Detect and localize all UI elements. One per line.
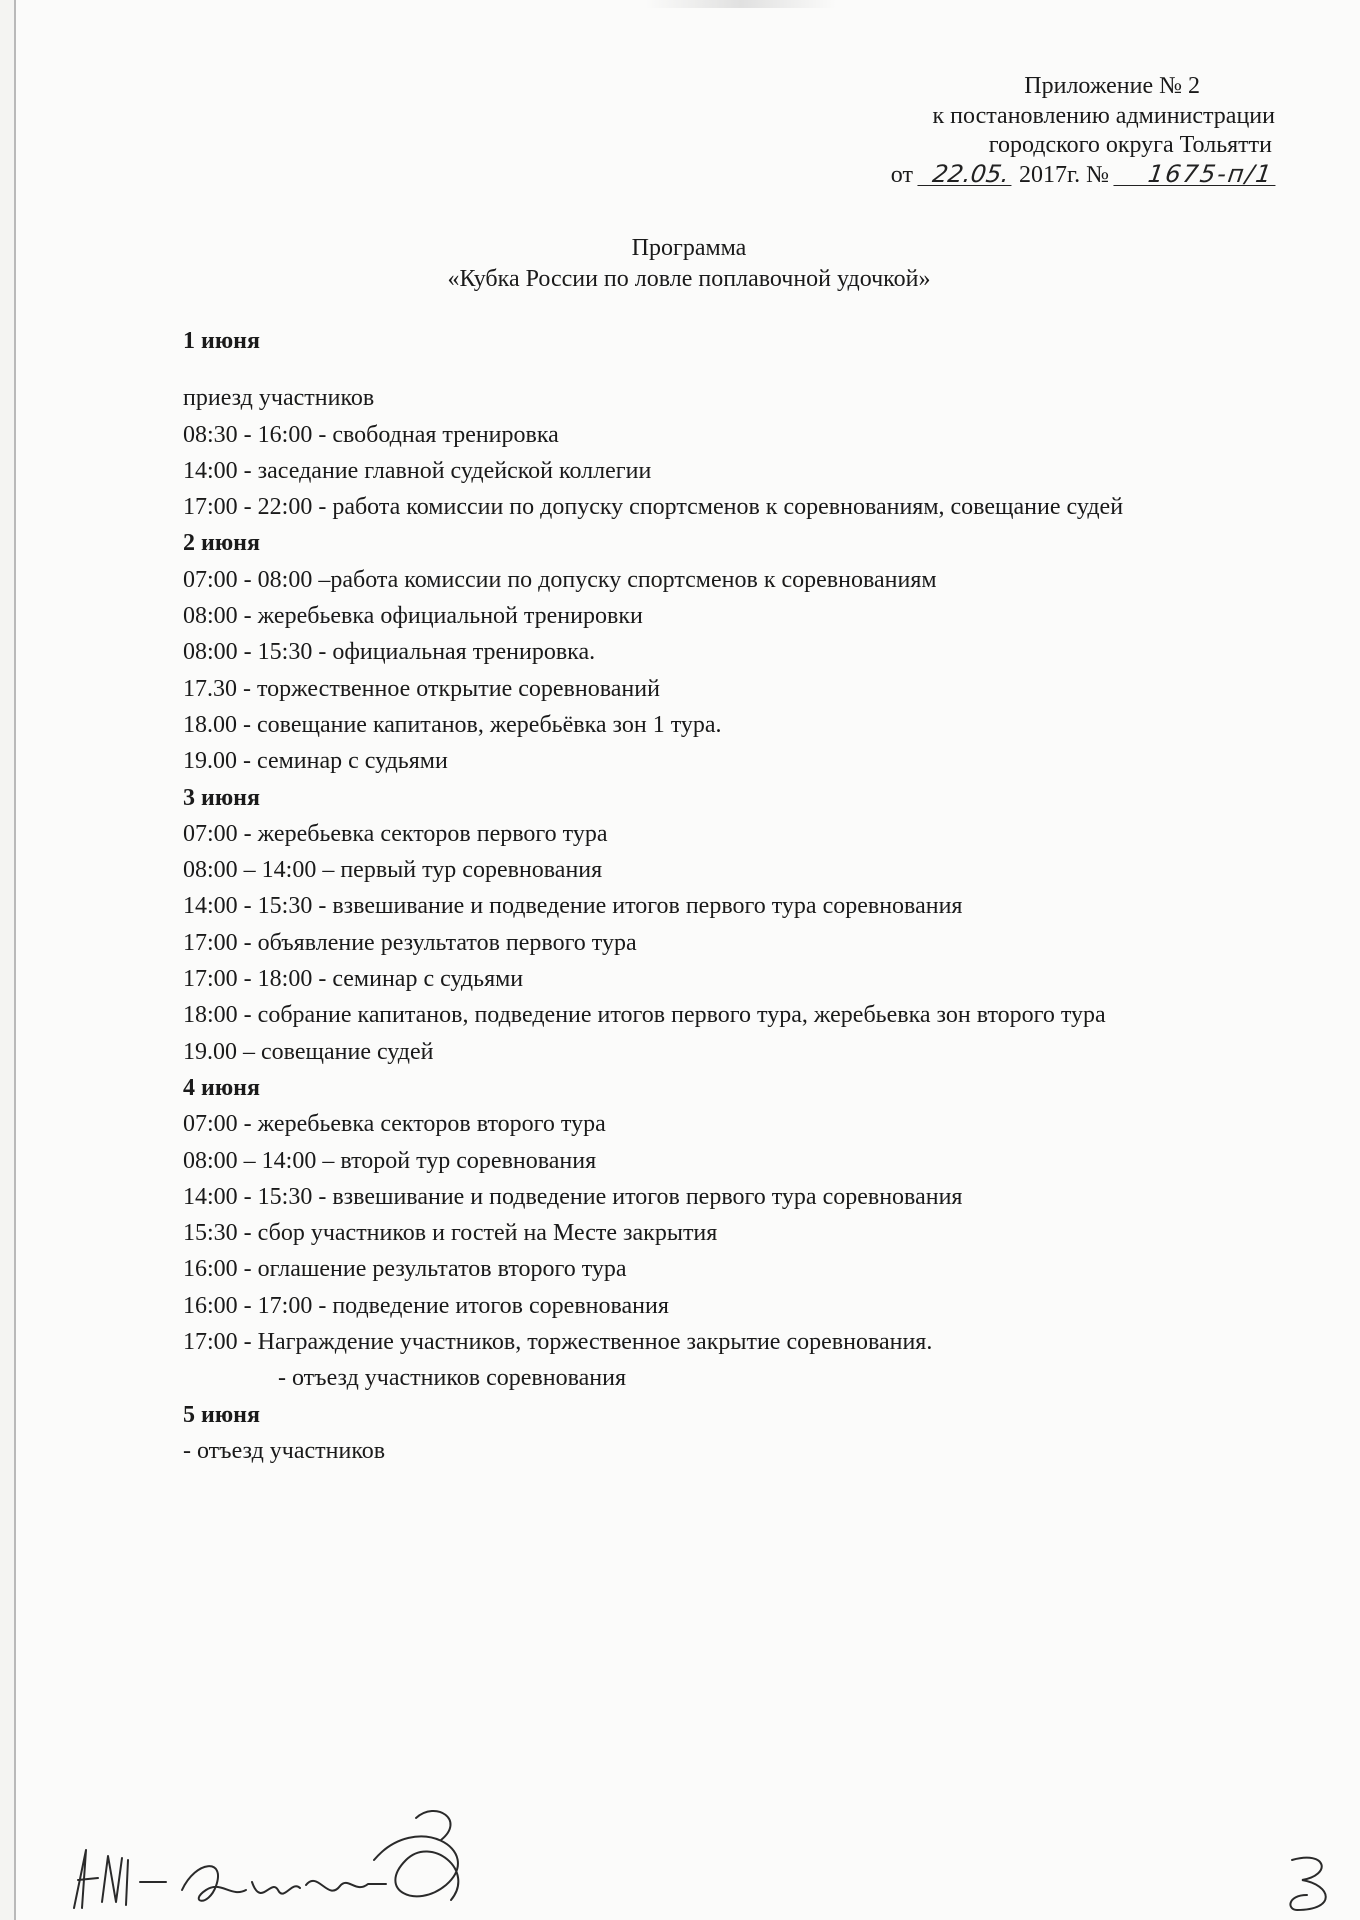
schedule-item: 17.30 - торжественное открытие соревнований — [183, 675, 660, 702]
document-page — [14, 0, 1360, 1920]
resolution-reference: к постановлению администрации — [932, 102, 1275, 129]
title-line-2: «Кубка России по ловле поплавочной удочкой» — [447, 266, 931, 292]
handwritten-date: 22.05. — [917, 163, 1014, 186]
schedule-item: 08:00 - жеребьевка официальной тренировки — [183, 603, 643, 630]
schedule-item: 17:00 - объявление результатов первого тура — [183, 929, 637, 956]
schedule-item: 08:00 – 14:00 – второй тур соревнования — [183, 1147, 597, 1174]
handwritten-signature — [56, 1790, 476, 1920]
resolution-date-line — [717, 161, 1277, 191]
appendix-header — [717, 72, 1277, 190]
day-heading: 3 июня — [183, 784, 260, 811]
schedule-item: 17:00 - 18:00 - семинар с судьями — [183, 966, 524, 993]
year-text: 2017г. № — [1018, 161, 1109, 188]
schedule-item: приезд участников — [183, 385, 375, 412]
appendix-number: Приложение № 2 — [1024, 73, 1200, 99]
schedule-item: 17:00 - Награждение участников, торжественное закрытие соревнования. — [183, 1329, 933, 1356]
schedule-item: 14:00 - 15:30 - взвешивание и подведение итогов первого тура соревнования — [183, 1183, 963, 1210]
scan-smudge — [646, 0, 836, 8]
schedule-item-indented: - отъезд участников соревнования — [278, 1365, 626, 1392]
schedule-item: 07:00 - жеребьевка секторов второго тура — [183, 1111, 606, 1138]
schedule-item: 17:00 - 22:00 - работа комиссии по допуску спортсменов к соревнованиям, совещание судей — [183, 494, 1124, 521]
schedule-item: 08:00 – 14:00 – первый тур соревнования — [183, 857, 603, 884]
schedule-item: 16:00 - 17:00 - подведение итогов соревнования — [183, 1292, 669, 1319]
schedule-item: 14:00 - заседание главной судейской коллегии — [183, 457, 652, 484]
program-title — [16, 233, 1360, 295]
schedule-item: 14:00 - 15:30 - взвешивание и подведение итогов первого тура соревнования — [183, 893, 963, 920]
schedule-item: 18:00 - собрание капитанов, подведение итогов первого тура, жеребьевка зон второго тура — [183, 1002, 1106, 1029]
day-heading: 2 июня — [183, 530, 260, 557]
schedule-item: - отъезд участников — [183, 1437, 386, 1464]
schedule-item: 08:30 - 16:00 - свободная тренировка — [183, 421, 559, 448]
city-district: городского округа Тольятти — [988, 132, 1272, 158]
schedule-item: 19.00 - семинар с судьями — [183, 748, 448, 775]
schedule-item: 18.00 - совещание капитанов, жеребьёвка зон 1 тура. — [183, 711, 722, 738]
margin-mark — [1272, 1840, 1352, 1920]
schedule-item: 19.00 – совещание судей — [183, 1038, 434, 1065]
handwritten-number: 1675-п/1 — [1113, 163, 1278, 186]
schedule-item: 07:00 - 08:00 –работа комиссии по допуску спортсменов к соревнованиям — [183, 566, 937, 593]
day-heading: 1 июня — [183, 328, 260, 354]
title-line-1: Программа — [631, 235, 747, 261]
date-prefix: от — [890, 161, 913, 188]
schedule-item: 08:00 - 15:30 - официальная тренировка. — [183, 639, 596, 666]
day-heading: 5 июня — [183, 1401, 260, 1428]
schedule-item: 15:30 - сбор участников и гостей на Месте закрытия — [183, 1220, 718, 1247]
schedule-item: 07:00 - жеребьевка секторов первого тура — [183, 820, 608, 847]
schedule-item: 16:00 - оглашение результатов второго тура — [183, 1256, 627, 1283]
program-schedule — [183, 323, 1293, 1469]
day-heading: 4 июня — [183, 1074, 260, 1101]
